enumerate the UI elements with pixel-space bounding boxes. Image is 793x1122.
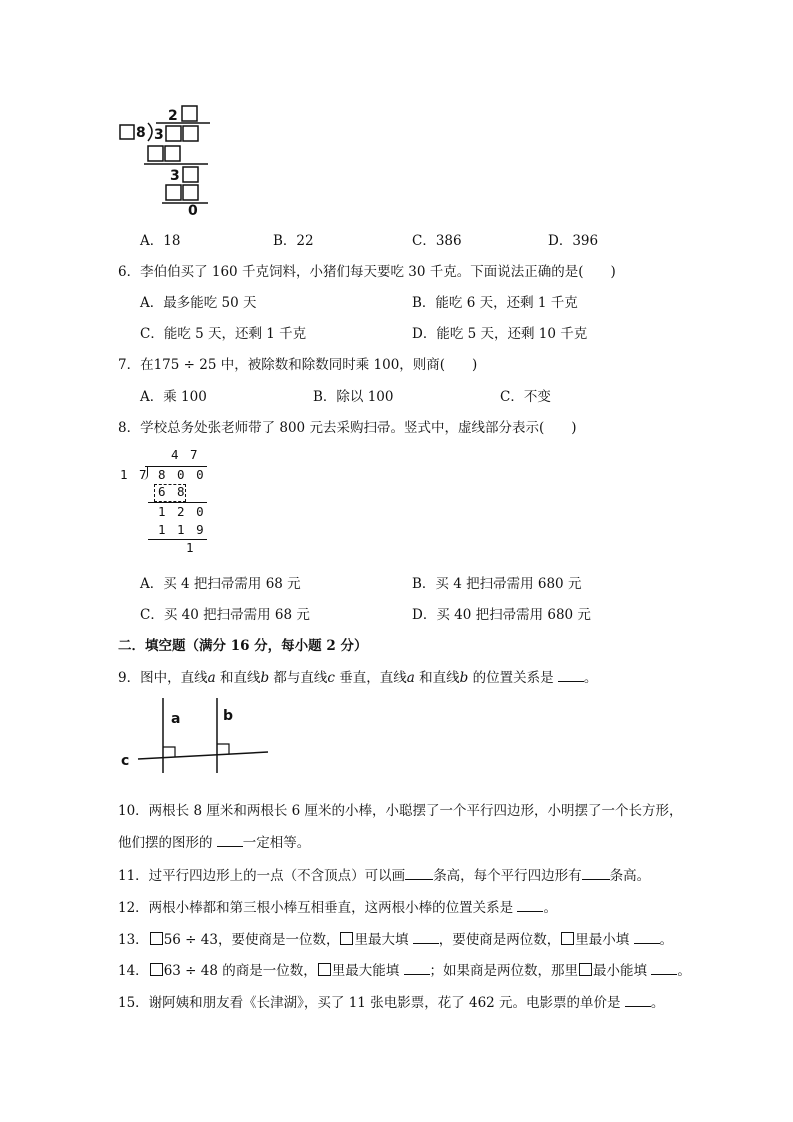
q8-option-b[interactable]: B．买 4 把扫帚需用 680 元 xyxy=(412,576,582,592)
q10-line1: 10．两根长 8 厘米和两根长 6 厘米的小棒，小聪摆了一个平行四边形，小明摆了一个长方形， xyxy=(118,803,683,819)
q8-stem: 8．学校总务处张老师带了 800 元去采购扫帚。竖式中，虚线部分表示( ) xyxy=(118,420,577,436)
q12: 12．两根小棒都和第三根小棒互相垂直，这两根小棒的位置关系是 。 xyxy=(118,900,557,916)
label-c: c xyxy=(121,753,130,769)
q5-box-divisor xyxy=(120,125,134,139)
box-icon xyxy=(150,963,163,976)
q13-blank-2[interactable] xyxy=(634,931,660,944)
q10-answer-blank[interactable] xyxy=(217,834,243,847)
q14: 14． 63 ÷ 48 的商是一位数， 里最大能填 ；如果商是两位数，那里 最小能填 。 xyxy=(118,963,691,979)
q8-line1 xyxy=(148,502,207,503)
right-angle-b xyxy=(217,744,229,754)
box-icon xyxy=(561,932,574,945)
q14-blank-1[interactable] xyxy=(404,962,430,975)
q6-stem: 6．李伯伯买了 160 千克饲料，小猪们每天要吃 30 千克。下面说法正确的是( ) xyxy=(118,264,616,280)
q9-answer-blank[interactable] xyxy=(558,669,584,682)
q7-option-c[interactable]: C．不变 xyxy=(500,389,551,405)
q14-blank-2[interactable] xyxy=(651,962,677,975)
q9-lines-figure xyxy=(118,695,278,775)
q8-option-a[interactable]: A．买 4 把扫帚需用 68 元 xyxy=(140,576,301,592)
q8-step1: 6 8 xyxy=(158,484,187,499)
q5-box-dividend-2 xyxy=(183,126,198,141)
q8-step2: 1 2 0 xyxy=(158,504,206,519)
q5-remainder: 0 xyxy=(188,203,198,219)
q13-blank-1[interactable] xyxy=(413,931,439,944)
section-2-title: 二．填空题（满分 16 分，每小题 2 分） xyxy=(118,638,368,654)
q5-box-dividend-1 xyxy=(166,126,181,141)
q5-option-c[interactable]: C．386 xyxy=(412,233,462,249)
q8-dividend: 8 0 0 xyxy=(158,467,206,482)
q13: 13． 56 ÷ 43，要使商是一位数， 里最大填 ，要使商是两位数， 里最小填 。 xyxy=(118,932,674,948)
q11-blank-1[interactable] xyxy=(405,867,433,880)
line-c xyxy=(138,752,268,759)
q7-option-b[interactable]: B．除以 100 xyxy=(313,389,394,405)
q5-box-sub-4 xyxy=(166,185,181,200)
q10-line2: 他们摆的图形的 一定相等。 xyxy=(118,835,311,851)
q5-box-sub-5 xyxy=(183,185,198,200)
q5-box-sub-2 xyxy=(165,146,180,161)
q6-option-b[interactable]: B．能吃 6 天，还剩 1 千克 xyxy=(412,295,578,311)
q7-option-a[interactable]: A．乘 100 xyxy=(140,389,207,405)
box-icon xyxy=(340,932,353,945)
q8-line2 xyxy=(148,539,207,540)
q5-option-d[interactable]: D．396 xyxy=(548,233,599,249)
right-angle-a xyxy=(163,747,175,757)
box-icon xyxy=(150,932,163,945)
q6-option-c[interactable]: C．能吃 5 天，还剩 1 千克 xyxy=(140,326,307,342)
q5-box-sub-3 xyxy=(183,167,198,182)
label-a: a xyxy=(171,711,181,727)
label-b: b xyxy=(223,708,234,724)
q8-remainder: 1 xyxy=(186,540,196,555)
q5-dividend-digit: 3 xyxy=(154,127,164,143)
q8-option-d[interactable]: D．买 40 把扫帚需用 680 元 xyxy=(412,607,591,623)
q6-option-a[interactable]: A．最多能吃 50 天 xyxy=(140,295,257,311)
q12-answer-blank[interactable] xyxy=(517,899,543,912)
q7-stem: 7．在175 ÷ 25 中，被除数和除数同时乘 100，则商( ) xyxy=(118,357,478,373)
q6-option-d[interactable]: D．能吃 5 天，还剩 10 千克 xyxy=(412,326,588,342)
q15-answer-blank[interactable] xyxy=(625,994,651,1007)
q9-stem: 9．图中，直线a 和直线b 都与直线c 垂直，直线a 和直线b 的位置关系是 。 xyxy=(118,670,598,686)
q8-divisor: 1 7 xyxy=(120,467,149,482)
q5-box-sub-1 xyxy=(148,146,163,161)
q11: 11．过平行四边形上的一点（不含顶点）可以画 条高，每个平行四边形有 条高。 xyxy=(118,868,651,884)
q5-option-a[interactable]: A．18 xyxy=(140,233,181,249)
q8-step3: 1 1 9 xyxy=(158,522,206,537)
q15: 15．谢阿姨和朋友看《长津湖》，买了 11 张电影票，花了 462 元。电影票的单价是 。 xyxy=(118,995,665,1011)
q5-division-figure xyxy=(118,103,218,219)
q5-divisor-digit: 8 xyxy=(136,125,146,141)
q8-option-c[interactable]: C．买 40 把扫帚需用 68 元 xyxy=(140,607,310,623)
q8-quotient: 4 7 xyxy=(171,447,200,462)
box-icon xyxy=(579,963,592,976)
box-icon xyxy=(318,963,331,976)
q5-option-b[interactable]: B．22 xyxy=(273,233,314,249)
q5-box-quotient xyxy=(182,106,197,121)
q5-quotient-digit: 2 xyxy=(168,108,178,124)
q5-sub-digit: 3 xyxy=(170,168,180,184)
q11-blank-2[interactable] xyxy=(582,867,610,880)
